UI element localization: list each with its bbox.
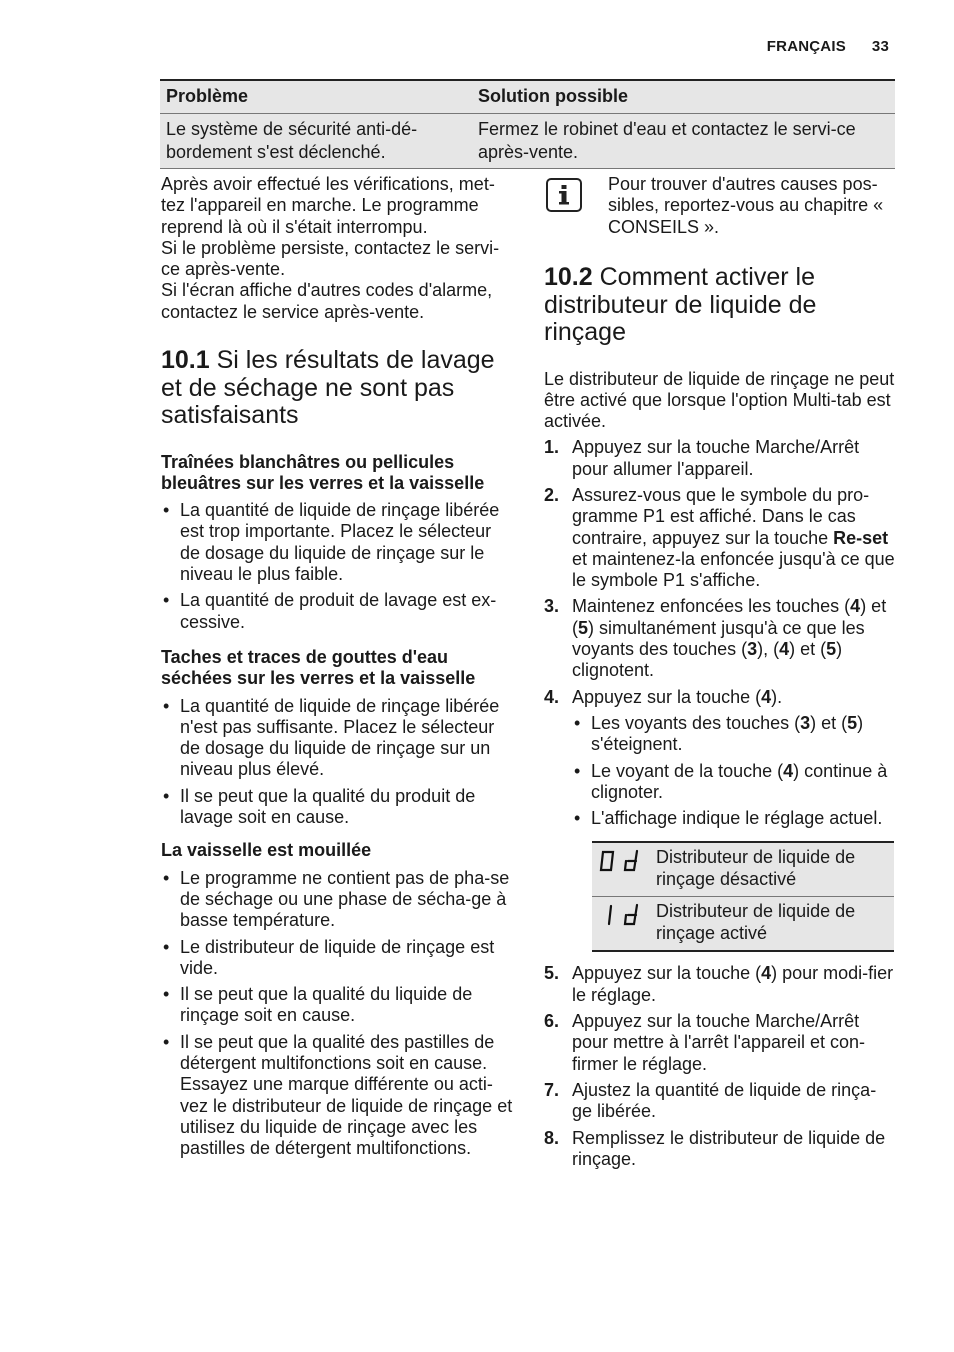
page-number: 33 <box>871 38 889 55</box>
table-row <box>160 114 895 169</box>
intro-paragraph: Si le problème persiste, contactez le servi-ce après-vente. <box>161 237 500 280</box>
subheading-whitish-streaks: Traînées blanchâtres ou pellicules bleuâtres sur les verres et la vaisselle <box>161 451 485 493</box>
list-item: • Le voyant de la touche (4) continue à clignoter. <box>572 761 896 804</box>
display-on-text: Distributeur de liquide de rinçage activé <box>650 897 894 952</box>
intro-paragraph: Le distributeur de liquide de rinçage ne peut être activé que lorsque l'option Multi-tab est activée. <box>544 368 895 432</box>
table-row <box>592 897 894 952</box>
page-header <box>767 38 889 55</box>
display-1d-icon <box>592 897 650 952</box>
display-settings-table <box>592 841 894 952</box>
steps-list <box>544 437 896 829</box>
list-item: • La quantité de produit de lavage est ex-cessive. <box>161 590 513 633</box>
intro-paragraph: Après avoir effectué les vérifications, met-tez l'appareil en marche. Le programme reprend là où il s'était interrompu. <box>161 174 495 237</box>
list-item: 3. Maintenez enfoncées les touches (4) et (5) simultanément jusqu'à ce que les voyants des touches (3), (4) et (5) clignotent. <box>544 596 887 681</box>
list-item: 5. Appuyez sur la touche (4) pour modi-fier le réglage. <box>544 963 894 1005</box>
list-item: 7. Ajustez la quantité de liquide de rinça-ge libérée. <box>544 1079 877 1122</box>
list-item: • Les voyants des touches (3) et (5) s'éteignent. <box>572 713 896 756</box>
intro-paragraph: Si l'écran affiche d'autres codes d'alarme, contactez le service après-vente. <box>161 280 493 322</box>
steps-list <box>544 963 896 1170</box>
section-title-10-2: 10.2 Comment activer le distributeur de liquide de rinçage <box>544 263 817 346</box>
bullet-list <box>161 500 513 633</box>
list-item: • La quantité de liquide de rinçage libérée est trop importante. Placez le sélecteur de dosage du liquide de rinçage sur le niveau le plus faible. <box>161 500 513 585</box>
list-item: • L'affichage indique le réglage actuel. <box>572 808 896 829</box>
troubleshooting-table <box>160 79 895 169</box>
bullet-list <box>161 868 513 1160</box>
info-note <box>544 174 896 238</box>
list-item: • Il se peut que la qualité du produit de lavage soit en cause. <box>161 786 513 829</box>
left-column <box>161 174 513 1164</box>
column-header-problem: Problème <box>160 80 472 114</box>
subheading-water-stains: Taches et traces de gouttes d'eau séchées sur les verres et la vaisselle <box>161 646 476 689</box>
table-header-row <box>160 80 895 114</box>
language-label: FRANÇAIS <box>766 38 846 55</box>
list-item: 2. Assurez-vous que le symbole du pro-gramme P1 est affiché. Dans le cas contraire, appuyez sur la touche Re-set et maintenez-la enfoncée jusqu'à ce que le symbole P1 s'affiche. <box>544 484 895 591</box>
section-title-10-1: 10.1 Si les résultats de lavage et de séchage ne sont pas satisfaisants <box>161 346 495 430</box>
list-item: 4. Appuyez sur la touche (4). • Les voyants des touches (3) et (5) s'éteignent. • Le voyant de la touche (4) continue à clignoter. • L'affichage indique le réglage actuel. <box>544 687 896 830</box>
info-text: Pour trouver d'autres causes pos-sibles, reportez-vous au chapitre « CONSEILS ». <box>608 174 884 237</box>
solution-cell: Fermez le robinet d'eau et contactez le servi-ce après-vente. <box>472 114 895 169</box>
display-0d-icon <box>592 842 650 897</box>
list-item: 6. Appuyez sur la touche Marche/Arrêt pour mettre à l'arrêt l'appareil et con-firmer le réglage. <box>544 1011 866 1074</box>
sub-bullet-list <box>572 713 896 829</box>
list-item: 1. Appuyez sur la touche Marche/Arrêt pour allumer l'appareil. <box>544 437 860 479</box>
list-item: • Il se peut que la qualité du liquide de rinçage soit en cause. <box>161 984 513 1027</box>
list-item: • La quantité de liquide de rinçage libérée n'est pas suffisante. Placez le sélecteur de dosage du liquide de rinçage sur un niveau plus élevé. <box>161 696 513 781</box>
right-column <box>544 174 896 1175</box>
list-item: • Le programme ne contient pas de pha-se de séchage ou une phase de sécha-ge à basse température. <box>161 868 513 932</box>
subheading-wet-dishes: La vaisselle est mouillée <box>161 840 372 861</box>
display-off-text: Distributeur de liquide de rinçage désactivé <box>650 842 894 897</box>
column-header-solution: Solution possible <box>472 80 895 114</box>
list-item: 8. Remplissez le distributeur de liquide de rinçage. <box>544 1127 886 1169</box>
table-row <box>592 842 894 897</box>
info-icon <box>546 178 582 212</box>
list-item: • Il se peut que la qualité des pastilles de détergent multifonctions soit en cause. Essayez une marque différente ou acti-vez le distributeur de liquide de rinçage et utilisez du liquide de rinçage avec les pastilles de détergent multifonctions. <box>161 1032 513 1160</box>
problem-cell: Le système de sécurité anti-dé-bordement s'est déclenché. <box>160 114 472 169</box>
list-item: • Le distributeur de liquide de rinçage est vide. <box>161 937 513 980</box>
bullet-list <box>161 696 513 829</box>
